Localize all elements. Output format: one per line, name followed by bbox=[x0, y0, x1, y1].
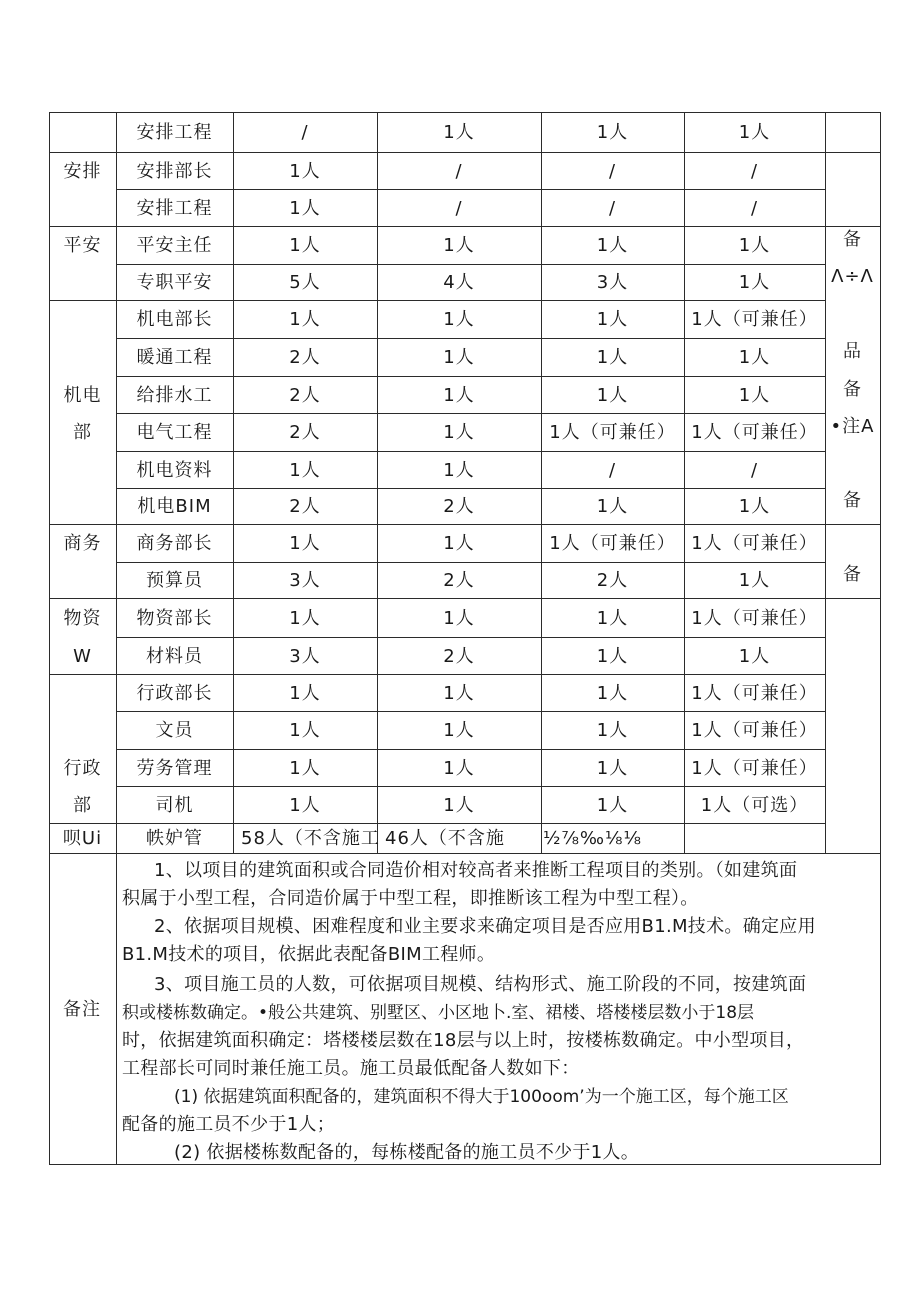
group-label: 部 bbox=[73, 795, 92, 816]
note-cell: 备 bbox=[843, 229, 862, 250]
grid-line bbox=[49, 152, 117, 153]
role-label: 安排部长 bbox=[136, 161, 213, 182]
role-label: 司机 bbox=[155, 795, 194, 816]
role-label: 文员 bbox=[155, 720, 194, 741]
staff-count-cell: 1人 bbox=[443, 795, 475, 816]
remark-line: 3、项目施工员的人数，可依据项目规模、结构形式、施工阶段的不同，按建筑面 bbox=[154, 974, 807, 995]
staff-count-cell: 1人 bbox=[596, 720, 629, 741]
staff-count-cell: 1人（可兼任） bbox=[691, 608, 818, 629]
group-label: 行政 bbox=[63, 758, 102, 779]
role-label: 商务部长 bbox=[136, 533, 213, 554]
staff-count-cell: 1人 bbox=[596, 235, 629, 256]
staff-count-cell: 2人 bbox=[289, 347, 321, 368]
role-label: 物资部长 bbox=[136, 608, 213, 629]
role-label: 行政部长 bbox=[136, 683, 213, 704]
staff-count-cell: 1人 bbox=[289, 720, 321, 741]
grid-line bbox=[49, 524, 117, 525]
grid-line bbox=[825, 226, 881, 227]
staff-count-cell: 1人 bbox=[738, 122, 771, 143]
grid-line bbox=[49, 823, 117, 824]
staff-count-cell: 58人（不含施工 bbox=[241, 828, 380, 849]
role-label: 机电资料 bbox=[136, 460, 213, 481]
staff-count-cell: 1人 bbox=[443, 758, 475, 779]
grid-line bbox=[116, 786, 826, 787]
staff-count-cell: / bbox=[750, 198, 759, 219]
note-cell: 备 bbox=[843, 379, 862, 400]
grid-line bbox=[116, 152, 826, 153]
staff-count-cell: 2人 bbox=[443, 570, 475, 591]
grid-line bbox=[49, 226, 117, 227]
role-label: 给排水工 bbox=[136, 385, 213, 406]
staff-count-cell: 1人 bbox=[738, 235, 771, 256]
staff-count-cell: 1人 bbox=[289, 161, 321, 182]
staff-count-cell: 1人 bbox=[443, 309, 475, 330]
role-label: 暖通工程 bbox=[136, 347, 213, 368]
grid-line bbox=[49, 112, 881, 113]
staff-count-cell: 1人（可兼任） bbox=[691, 720, 818, 741]
staff-count-cell: 5人 bbox=[289, 272, 321, 293]
staff-count-cell: 1人（可兼任） bbox=[691, 309, 818, 330]
role-label: 劳务管理 bbox=[136, 758, 213, 779]
staff-count-cell: 1人 bbox=[443, 608, 475, 629]
note-cell: 备 bbox=[843, 564, 862, 585]
staff-count-cell: 1人 bbox=[289, 683, 321, 704]
grid-line bbox=[880, 112, 881, 1164]
role-label: 平安主任 bbox=[136, 235, 213, 256]
remark-line: 积属于小型工程，合同造价属于中型工程，即推断该工程为中型工程）。 bbox=[122, 888, 699, 909]
staff-count-cell: ½⅞‰⅛⅛ bbox=[543, 828, 642, 849]
grid-line bbox=[116, 488, 826, 489]
staff-count-cell: 1人 bbox=[289, 309, 321, 330]
staff-count-cell: / bbox=[608, 460, 617, 481]
group-label: 平安 bbox=[63, 235, 102, 256]
staff-count-cell: 1人 bbox=[596, 122, 629, 143]
staff-count-cell: 1人 bbox=[289, 758, 321, 779]
remark-line: (2) 依据楼栋数配备的，每栋楼配备的施工员不少于1人。 bbox=[174, 1142, 640, 1163]
staff-count-cell: 2人 bbox=[443, 496, 475, 517]
grid-line bbox=[825, 152, 881, 153]
staff-count-cell: 1人 bbox=[443, 122, 475, 143]
grid-line bbox=[116, 749, 826, 750]
grid-line bbox=[49, 674, 117, 675]
grid-line bbox=[49, 300, 117, 301]
grid-line bbox=[116, 711, 826, 712]
grid-line bbox=[116, 562, 826, 563]
staff-count-cell: 1人（可兼任） bbox=[691, 533, 818, 554]
grid-line bbox=[116, 598, 826, 599]
staff-count-cell: 1人 bbox=[596, 347, 629, 368]
role-label: 专职平安 bbox=[136, 272, 213, 293]
grid-line bbox=[49, 1164, 881, 1165]
grid-line bbox=[116, 112, 117, 1164]
grid-line bbox=[116, 226, 826, 227]
staff-count-cell: 2人 bbox=[289, 422, 321, 443]
remark-line: 1、以项目的建筑面积或合同造价相对较高者来推断工程项目的类别。（如建筑面 bbox=[154, 860, 798, 881]
staff-count-cell: 4人 bbox=[443, 272, 475, 293]
staff-count-cell: 1人 bbox=[443, 720, 475, 741]
role-label: 帙妒管 bbox=[146, 828, 203, 849]
staff-count-cell: 1人（可兼任） bbox=[549, 533, 676, 554]
group-label: 商务 bbox=[63, 533, 102, 554]
staff-count-cell: 1人 bbox=[443, 460, 475, 481]
grid-line bbox=[116, 853, 826, 854]
staff-count-cell: 3人 bbox=[289, 570, 321, 591]
staff-count-cell: 1人 bbox=[289, 198, 321, 219]
grid-line bbox=[116, 451, 826, 452]
staff-count-cell: 2人 bbox=[596, 570, 629, 591]
staff-count-cell: 1人 bbox=[443, 385, 475, 406]
grid-line bbox=[116, 637, 826, 638]
remark-line: 配备的施工员不少于1人； bbox=[122, 1114, 336, 1135]
staff-count-cell: / bbox=[455, 161, 463, 182]
staff-count-cell: / bbox=[608, 198, 617, 219]
staff-count-cell: 1人 bbox=[289, 608, 321, 629]
role-label: 安排工程 bbox=[136, 122, 213, 143]
staff-count-cell: 1人（可兼任） bbox=[691, 683, 818, 704]
staff-count-cell: 1人 bbox=[596, 309, 629, 330]
note-cell: •注A bbox=[830, 416, 875, 437]
staff-count-cell: 1人 bbox=[596, 758, 629, 779]
staff-count-cell: 1人 bbox=[443, 235, 475, 256]
staff-count-cell: 46人（不含施 bbox=[385, 828, 505, 849]
staff-count-cell: 1人 bbox=[289, 460, 321, 481]
grid-line bbox=[825, 598, 881, 599]
staff-count-cell: 1人 bbox=[289, 533, 321, 554]
staff-count-cell: 1人 bbox=[596, 795, 629, 816]
staff-count-cell: / bbox=[750, 460, 759, 481]
grid-line bbox=[49, 598, 117, 599]
staff-count-cell: 1人 bbox=[443, 533, 475, 554]
note-cell: 品 bbox=[843, 341, 862, 362]
staff-count-cell: 1人 bbox=[596, 646, 629, 667]
grid-line bbox=[116, 300, 826, 301]
group-label: W bbox=[73, 646, 92, 667]
group-label: 部 bbox=[73, 422, 92, 443]
grid-line bbox=[116, 338, 826, 339]
staff-count-cell: 1人 bbox=[738, 385, 771, 406]
staff-count-cell: 1人 bbox=[596, 496, 629, 517]
grid-line bbox=[116, 264, 826, 265]
staff-count-cell: 1人 bbox=[738, 570, 771, 591]
staff-count-cell: 1人 bbox=[596, 608, 629, 629]
staff-count-cell: 3人 bbox=[289, 646, 321, 667]
grid-line bbox=[49, 853, 117, 854]
grid-line bbox=[116, 823, 826, 824]
role-label: 电气工程 bbox=[136, 422, 213, 443]
remark-line: 积或楼栋数确定。•般公共建筑、别墅区、小区地卜.室、裙楼、塔楼楼层数小于18层 bbox=[122, 1003, 755, 1023]
staff-count-cell: 1人（可兼任） bbox=[549, 422, 676, 443]
staff-count-cell: 1人 bbox=[738, 646, 771, 667]
staff-count-cell: 2人 bbox=[289, 385, 321, 406]
remark-line: 2、依据项目规模、困难程度和业主要求来确定项目是否应用B1.M技术。确定应用 bbox=[154, 916, 816, 937]
role-label: 安排工程 bbox=[136, 198, 213, 219]
role-label: 机电部长 bbox=[136, 309, 213, 330]
staff-count-cell: / bbox=[455, 198, 463, 219]
remark-line: B1.M技术的项目，依据此表配备BIM工程师。 bbox=[122, 944, 496, 965]
staff-count-cell: 1人（可选） bbox=[700, 795, 809, 816]
grid-line bbox=[116, 376, 826, 377]
staff-count-cell: 1人（可兼任） bbox=[691, 758, 818, 779]
role-label: 机电BIM bbox=[137, 496, 212, 517]
note-cell: Λ÷Λ bbox=[831, 266, 874, 287]
remarks-label: 备注 bbox=[63, 999, 101, 1020]
remark-line: 时，依据建筑面积确定：塔楼楼层数在18层与以上时，按楼栋数确定。中小型项目， bbox=[122, 1030, 805, 1051]
role-label: 预算员 bbox=[146, 570, 203, 591]
group-label: 安排 bbox=[63, 161, 102, 182]
staff-count-cell: / bbox=[750, 161, 759, 182]
grid-line bbox=[116, 189, 826, 190]
role-label: 材料员 bbox=[146, 646, 203, 667]
grid-line bbox=[116, 674, 826, 675]
staff-count-cell: / bbox=[301, 122, 309, 143]
staff-count-cell: 1人 bbox=[596, 385, 629, 406]
grid-line bbox=[825, 112, 826, 853]
staff-count-cell: 1人 bbox=[289, 235, 321, 256]
grid-line bbox=[116, 413, 826, 414]
grid-line bbox=[825, 853, 881, 854]
remark-line: (1) 依据建筑面积配备的，建筑面积不得大于100oom’为一个施工区，每个施工区 bbox=[174, 1087, 789, 1107]
staff-count-cell: 3人 bbox=[596, 272, 629, 293]
grid-line bbox=[116, 524, 826, 525]
grid-line bbox=[825, 524, 881, 525]
group-label: 机电 bbox=[63, 385, 102, 406]
remark-line: 工程部长可同时兼任施工员。施工员最低配备人数如下： bbox=[122, 1058, 580, 1079]
staff-count-cell: 2人 bbox=[289, 496, 321, 517]
staff-count-cell: 1人 bbox=[443, 422, 475, 443]
group-label: 呗Ui bbox=[62, 828, 103, 849]
staff-count-cell: 1人 bbox=[596, 683, 629, 704]
group-label: 物资 bbox=[63, 608, 102, 629]
staff-count-cell: 1人 bbox=[738, 496, 771, 517]
staff-count-cell: 1人（可兼任） bbox=[691, 422, 818, 443]
staff-count-cell: / bbox=[608, 161, 617, 182]
staff-count-cell: 2人 bbox=[443, 646, 475, 667]
note-cell: 备 bbox=[843, 490, 862, 511]
staff-count-cell: 1人 bbox=[738, 347, 771, 368]
staff-count-cell: 1人 bbox=[738, 272, 771, 293]
staff-count-cell: 1人 bbox=[443, 347, 475, 368]
staff-count-cell: 1人 bbox=[443, 683, 475, 704]
staff-count-cell: 1人 bbox=[289, 795, 321, 816]
